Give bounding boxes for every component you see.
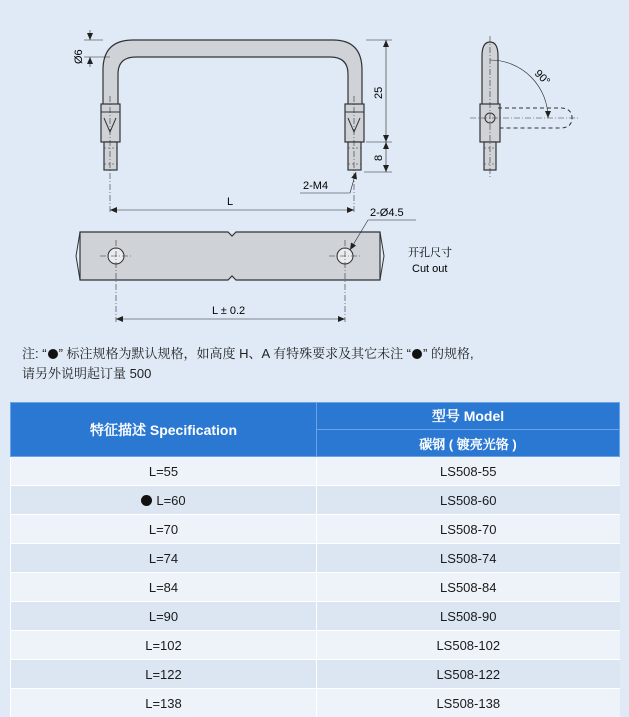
dim-length-text: L [227,196,233,208]
spec-table [10,402,620,717]
model-cell: LS508-70 [317,515,620,544]
dim-cut-length-text: L ± 0.2 [212,305,245,317]
spec-value: L=70 [149,522,178,537]
spec-cell [11,515,317,544]
spec-cell [11,602,317,631]
model-cell: LS508-138 [317,689,620,717]
spec-value: L=74 [149,551,178,566]
spec-table-body [11,457,620,717]
thread-leader [300,172,356,193]
spec-cell [11,689,317,717]
model-cell: LS508-122 [317,660,620,689]
note-line-1 [22,344,622,364]
dim-thread-text: 2-M4 [303,180,328,192]
dim-height-text: 25 [373,87,385,99]
header-material: 碳钢 ( 镀亮光铬 ) [317,430,620,457]
length-dimension [110,196,354,210]
table-row [11,602,620,631]
table-row [11,544,620,573]
height-dimension [364,40,392,172]
bullet-icon [412,349,422,359]
spec-value: L=138 [145,696,182,711]
model-cell: LS508-90 [317,602,620,631]
model-cell: LS508-60 [317,486,620,515]
dim-thread-len-text: 8 [373,155,385,161]
model-cell: LS508-84 [317,573,620,602]
cut-length-dimension [116,305,345,319]
spec-cell [11,573,317,602]
model-cell: LS508-55 [317,457,620,486]
spec-value: L=60 [156,493,185,508]
spec-value: L=122 [145,667,182,682]
spec-value: L=84 [149,580,178,595]
spec-value: L=102 [145,638,182,653]
table-row [11,573,620,602]
spec-value: L=55 [149,464,178,479]
header-model: 型号 Model [317,403,620,430]
table-row [11,631,620,660]
cutout-label-en: Cut out [412,263,447,275]
bullet-icon [48,349,58,359]
note-prefix: 注: “ [22,346,47,361]
note-text-1: ” 标注规格为默认规格，如高度 H、A 有特殊要求及其它未注 “ [59,346,411,361]
table-row [11,457,620,486]
cutout-label-cn: 开孔尺寸 [408,245,452,259]
spec-cell [11,544,317,573]
spec-cell [11,457,317,486]
model-cell: LS508-74 [317,544,620,573]
handle-side-view [470,36,580,178]
table-row [11,486,620,515]
note-line-2: 请另外说明起订量 500 [22,364,622,384]
dim-hole-text: 2-Ø4.5 [370,207,404,219]
dim-angle-text: 90° [532,68,552,88]
note-text-2: ” 的规格, [423,346,474,361]
table-row [11,689,620,717]
table-row [11,515,620,544]
default-bullet-icon [141,495,152,506]
table-row [11,660,620,689]
spec-cell [11,660,317,689]
model-cell: LS508-102 [317,631,620,660]
dim-diameter-text: Ø6 [73,49,85,64]
spec-cell [11,631,317,660]
technical-drawing [0,0,629,340]
header-spec: 特征描述 Specification [11,403,317,457]
spec-value: L=90 [149,609,178,624]
spec-cell [11,486,317,515]
spec-note [22,344,622,384]
